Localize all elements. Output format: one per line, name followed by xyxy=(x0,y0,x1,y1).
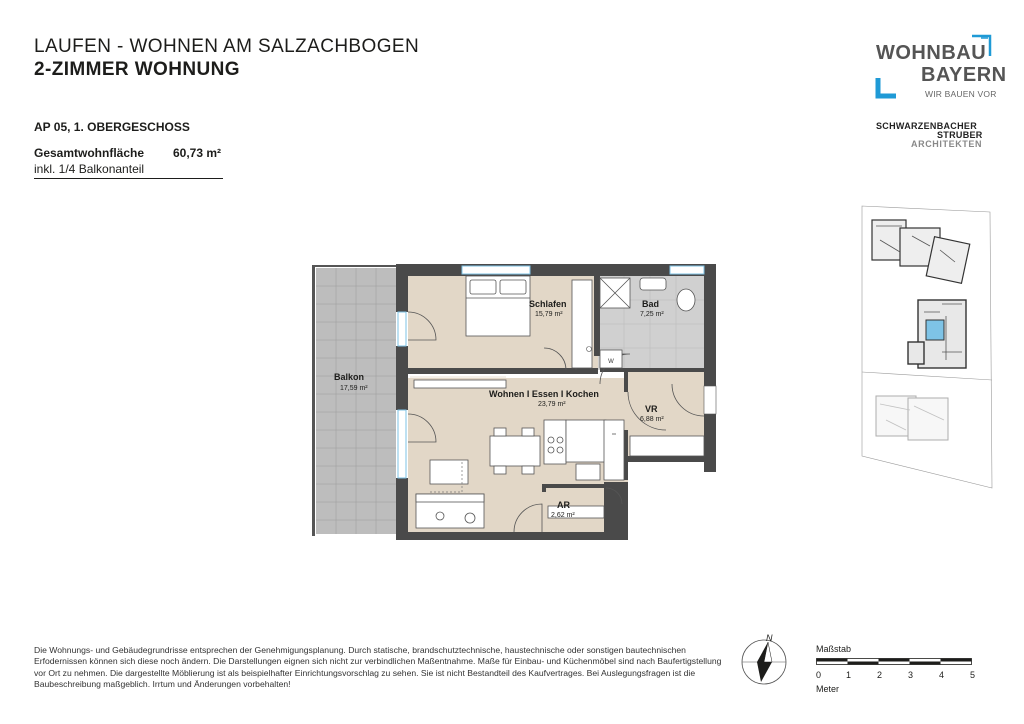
room-name-wohnen: Wohnen I Essen I Kochen xyxy=(489,389,599,399)
room-name-vr: VR xyxy=(645,404,658,414)
kitchen-counter xyxy=(566,420,606,462)
logo-text-line1: WOHNBAU xyxy=(876,42,987,64)
room-area-bad: 7,25 m² xyxy=(640,311,664,318)
room-area-ar: 2,62 m² xyxy=(551,512,575,519)
key-plan-building-middle xyxy=(908,300,966,368)
compass-icon xyxy=(736,632,792,688)
kitchen-units xyxy=(604,420,624,480)
key-plan-highlight xyxy=(926,320,944,340)
area-label: Gesamtwohnfläche xyxy=(34,146,145,160)
wardrobe xyxy=(572,280,592,368)
floor-plan xyxy=(300,256,724,546)
area-value: 60,73 m² xyxy=(173,146,222,160)
apartment-id: AP 05, 1. OBERGESCHOSS xyxy=(34,120,190,134)
washbasin xyxy=(640,278,666,290)
architect-name-1: SCHWARZENBACHER xyxy=(876,121,977,131)
room-area-vr: 6,88 m² xyxy=(640,416,664,423)
room-area-balkon: 17,59 m² xyxy=(340,385,368,392)
compass-north-label: N xyxy=(766,633,773,643)
dining-table xyxy=(490,436,540,466)
scale-tick: 1 xyxy=(846,670,852,680)
room-name-ar: AR xyxy=(557,500,570,510)
scale-tick: 4 xyxy=(939,670,945,680)
scale-title: Maßstab xyxy=(816,644,852,654)
disclaimer-text: Die Wohnungs- und Gebäudegrundrisse entsprechen der Genehmigungsplanung. Durch statische, brandschutztechnische, haustechnische oder sonstigen bautechnischen Erfodernissen können sich diese noch ändern. Die Darstellungen eignen sich nicht zur verbindlichen Maßentnahme. Maße für Einbau- und Küchenmöbel sind nach Baufertigstellung vor Ort zu nehmen. Die dargestellte Möblierung ist als beispielhafter Einrichtungsvorschlag zu sehen. Sie ist nicht Bestandteil des Kaufvertrages. Bei Auslegungsfragen ist die Baubeschreibung maßgeblich. Irrtum und Änderungen vorbehalten! xyxy=(34,645,722,690)
scale-tick: 5 xyxy=(970,670,976,680)
architect-label: ARCHITEKTEN xyxy=(911,139,983,149)
logo-text-line2: BAYERN xyxy=(921,64,1007,86)
washer-label: W xyxy=(608,359,614,365)
room-name-bad: Bad xyxy=(642,299,660,309)
room-area-schlafen: 15,79 m² xyxy=(535,311,563,318)
project-subtitle: 2-ZIMMER WOHNUNG xyxy=(34,59,240,80)
room-area-wohnen: 23,79 m² xyxy=(538,401,566,408)
architect-name-2: STRUBER xyxy=(937,130,983,140)
key-plan-building-top xyxy=(872,220,970,283)
logo-mark xyxy=(870,32,1000,102)
scale-unit: Meter xyxy=(816,684,840,694)
scale-tick: 3 xyxy=(908,670,914,680)
area-note: inkl. 1/4 Balkonanteil xyxy=(34,162,145,176)
scale-tick: 2 xyxy=(877,670,883,680)
sideboard xyxy=(414,380,506,388)
key-plan xyxy=(856,202,996,492)
toilet xyxy=(677,289,695,311)
room-name-schlafen: Schlafen xyxy=(529,299,567,309)
scale-bar xyxy=(816,656,976,668)
scale-tick: 0 xyxy=(816,670,822,680)
room-name-balkon: Balkon xyxy=(334,372,365,382)
project-title: LAUFEN - WOHNEN AM SALZACHBOGEN xyxy=(34,36,420,57)
logo-tagline: WIR BAUEN VOR xyxy=(925,89,997,99)
vr-wardrobe xyxy=(630,436,704,456)
kitchen-sink xyxy=(576,464,600,480)
divider xyxy=(34,178,223,179)
key-plan-building-bottom xyxy=(876,396,948,440)
